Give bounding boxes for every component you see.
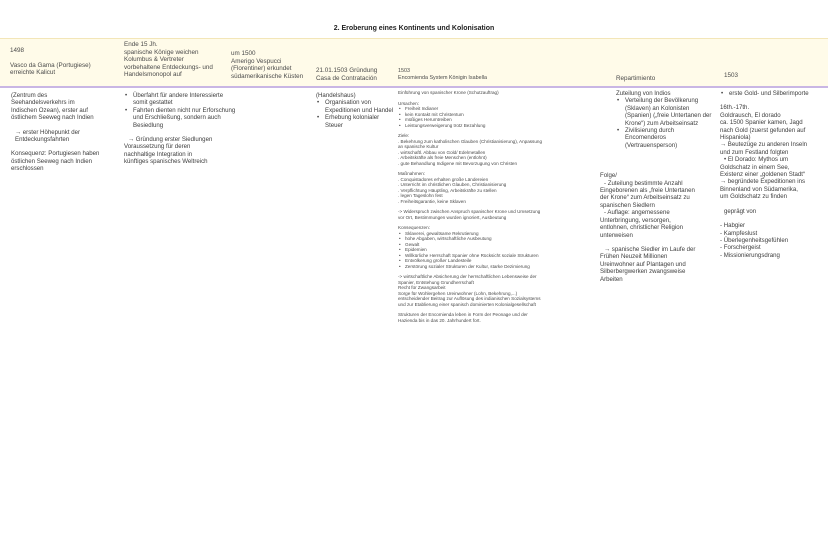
body-line: . Bekehrung zum katholischen Glauben (Christianisierung), Anpassung [398, 138, 543, 144]
header-col-3 [231, 50, 316, 80]
column-encomienda [398, 90, 598, 328]
list-item: • Entvölkerung großer Landesteile [398, 258, 598, 264]
body-line: Sorge für Wohlergehen Ureinwohner (Lohn, Bekehrung,...) [398, 290, 518, 296]
body-line: . wirtschaftl. Abbau von Gold/ Edelmetallen [398, 149, 486, 155]
list-item: • erste Gold- und Silberimporte [720, 90, 826, 97]
body-line: . Unterricht im christlichen Glauben, Christianisierung [398, 182, 507, 187]
header-text: Ende 15 Jh. [124, 41, 158, 48]
page-title: 2. Eroberung eines Kontinents und Kolonisation [333, 25, 495, 32]
header-col-2 [124, 41, 232, 79]
body-line: erschlossen [11, 165, 44, 173]
body-line: Konsequenz: Portugiesen haben [11, 150, 100, 158]
body-line: Voraussetzung für deren [124, 143, 191, 151]
header-text: Encomienda System Königin Isabella [398, 74, 487, 81]
header-text: um 1500 [231, 50, 256, 57]
body-line: → Beutezüge zu anderen Inseln [720, 141, 808, 149]
list-item: • Überfahrt für andere Interessierte somit gestattet [124, 92, 236, 107]
header-text: vorbehaltene Entdeckungs- und [124, 63, 213, 71]
body-line: Einführung von spanischer Krone (Schutzauftrag) [398, 90, 499, 95]
body-line: (Zentrum des [11, 92, 48, 99]
header-text: Casa de Contratación [316, 74, 377, 82]
header-text: spanische Könige weichen [124, 48, 199, 56]
body-line: Spanier, Entstehung Grundherrschaft [398, 279, 474, 285]
header-text: 21.01.1503 Gründung [316, 67, 378, 74]
body-line: Eingeborenen als „freie Untertanen [600, 187, 695, 195]
body-line: östlichem Seeweg nach Indien [11, 114, 94, 122]
body-line: . Verpflichtung Häuptling, Arbeitskräfte zu stellen [398, 187, 497, 193]
body-line: 16th.-17th. [720, 104, 750, 112]
body-line: der Krone“ zum Arbeitseinsatz zu [600, 194, 690, 202]
section-label: Maßnahmen: [398, 171, 426, 176]
body-line: Existenz einer „goldenen Stadt“ [720, 171, 806, 179]
body-line: ca. 1500 Spanier kamen, Jagd [720, 119, 803, 127]
header-text: Kolumbus & Vertreter [124, 56, 184, 64]
header-text: 1503 [724, 72, 739, 79]
body-line: vor Ort, Bestimmungen wurden ignoriert, Ausbeutung [398, 214, 507, 220]
body-line: geprägt von [724, 207, 757, 215]
body-line: → begründete Expeditionen ins [720, 178, 806, 186]
list-item: • Sklaverei, gewaltsame Rekrutierung [398, 231, 598, 237]
body-line: Frühen Neuzeit Millionen [600, 253, 668, 261]
body-line: Unterbringung, versorgen, [600, 216, 671, 224]
body-line: unterweisen [600, 231, 633, 239]
list-item: - Habgier [720, 222, 746, 230]
body-line: um Goldschatz zu finden [720, 193, 788, 201]
body-line: • El Dorado: Mythos um [724, 156, 789, 164]
header-text: (Florentiner) erkundet [231, 65, 292, 73]
body-line: an spanische Kultur [398, 144, 439, 149]
column-casa-de-contratacion [316, 92, 398, 129]
list-item: • kein Kontakt mit Christentum [398, 112, 598, 118]
body-line: Goldschatz in einem See, [720, 163, 790, 171]
column-repartimiento [600, 90, 716, 290]
list-item: • Freiheit Indianer [398, 106, 598, 112]
list-item: • Gewalt [398, 242, 598, 248]
header-col-6 [616, 75, 716, 83]
section-label: Ursachen: [398, 100, 419, 106]
body-line: - Zuteilung bestimmte Anzahl [604, 179, 683, 187]
body-line: . Arbeitskräfte als freie Menschen (entlohnt) [398, 155, 487, 160]
header-text: Amerigo Vespucci [231, 57, 282, 65]
body-line: Hispaniola) [720, 134, 751, 142]
list-item: • Erhebung kolonialer Steuer [316, 114, 398, 129]
list-item: - Missionierungsdrang [720, 251, 780, 259]
list-item: - Überlegenheitsgefühlen [720, 236, 789, 244]
header-text: 1498 [10, 47, 25, 54]
header-text: Repartimiento [616, 75, 656, 82]
header-text: erreichte Kalicut [10, 69, 56, 77]
body-line: entscheidender Beitrag zur Auflösung des indianischen Sozialsystems [398, 296, 541, 301]
body-line: Arbeiten [600, 275, 623, 283]
list-item: • Fahrten dienten nicht nur Erforschung und Erschließung, sondern auch Besiedlung [124, 107, 236, 129]
column-goldrausch [720, 90, 826, 259]
body-line: Folge/ [600, 172, 617, 180]
body-line: -> wirtschaftliche Absicherung der herrschaftlichen Lebensweise der [398, 274, 537, 279]
header-divider [0, 86, 828, 88]
header-col-7 [724, 72, 824, 80]
header-col-1 [10, 47, 118, 77]
column-vasco-da-gama [11, 92, 123, 180]
body-line: Zuteilung von Indios [616, 90, 671, 97]
header-text: Handelsmonopol auf [124, 71, 182, 79]
body-line: → erster Höhepunkt der [15, 128, 81, 136]
body-line: . legen Tageslohn fest [398, 193, 443, 198]
body-line: Ureinwohner auf Plantagen und [600, 260, 686, 268]
list-item: • Leistungsverweigerung trotz Bezahlung [398, 123, 598, 129]
body-line: nach Gold (zuerst gefunden auf [720, 126, 806, 134]
list-item: • Epidemien [398, 247, 598, 253]
body-line: (Handelshaus) [316, 92, 356, 99]
list-item: • hohe Abgaben, wirtschaftliche Ausbeutung [398, 236, 598, 242]
header-text: südamerikanische Küsten [231, 72, 304, 80]
body-line: nachhaltige Integration in [124, 150, 193, 158]
body-line: -> Widerspruch zwischen Anspruch spanischer Krone und Umsetzung [398, 209, 541, 214]
body-line: östlichen Seeweg nach Indien [11, 157, 92, 165]
body-line: und zur Etablierung einer spanisch dominierten Kolonialgesellschaft [398, 301, 536, 307]
header-text: 1503 [398, 68, 410, 74]
body-line: Silberbergwerken zwangsweise [600, 268, 686, 276]
body-line: Recht für Zwangsarbeit [398, 285, 446, 290]
body-line: → spanische Siedler im Laufe der [604, 245, 696, 253]
body-line: Goldrausch, El dorado [720, 111, 781, 119]
body-line: Hazienda bis in das 20. Jahrhundert fort. [398, 317, 481, 323]
header-col-4 [316, 67, 396, 82]
list-item: - Forschergeist [720, 244, 761, 252]
body-line: → Gründung erster Siedlungen [128, 136, 213, 144]
list-item: • Zivilisierung durch Encomenderos (Vertrauensperson) [616, 127, 716, 149]
section-label: Konsequenzen: [398, 225, 430, 230]
body-line: und zum Festland folgten [720, 148, 789, 156]
body-line: . Conquistadores erhalten große Ländereien [398, 176, 489, 182]
body-line: spanischen Siedlern [600, 201, 655, 209]
body-line: - Auflage: angemessene [604, 209, 670, 217]
list-item: • Verteilung der Bevölkerung (Sklaven) an Kolonisten (Spanien) („freie Untertanen der Krone“) zum Arbeitseinsatz [616, 97, 716, 127]
column-spanish-kings [124, 92, 236, 173]
body-line: . Freiheitsgarantie, keine Sklaven [398, 198, 466, 204]
list-item: • müßiges Herumtreiben [398, 117, 598, 123]
body-line: Indischen Ozean), erster auf [11, 106, 88, 114]
list-item: • Zerstörung sozialer Strukturen der Kultur, starke Dezimierung [398, 264, 598, 270]
list-item: - Kampfeslust [720, 229, 758, 237]
body-line: Binnenland von Südamerika, [720, 185, 798, 193]
header-col-5 [398, 68, 598, 81]
list-item: • Organisation von Expeditionen und Handel [316, 99, 398, 114]
body-line: . gute Behandlung Indigene mit Bevorzugung von Christen [398, 160, 518, 166]
header-text: Vasco da Gama (Portugiese) [10, 61, 91, 69]
body-line: entlohnen, christlicher Religion [600, 224, 683, 232]
body-line: Strukturen der Encomienda leben in Form der Peonage und der [398, 312, 528, 317]
body-line: Entdeckungsfahrten [15, 136, 70, 144]
body-line: Seehandelsverkehrs im [11, 99, 75, 107]
list-item: • Willkürliche Herrschaft Spanier ohne Rücksicht soziale Strukturen [398, 253, 598, 259]
body-line: künftiges spanisches Weltreich [124, 158, 208, 166]
section-label: Ziele: [398, 133, 410, 138]
